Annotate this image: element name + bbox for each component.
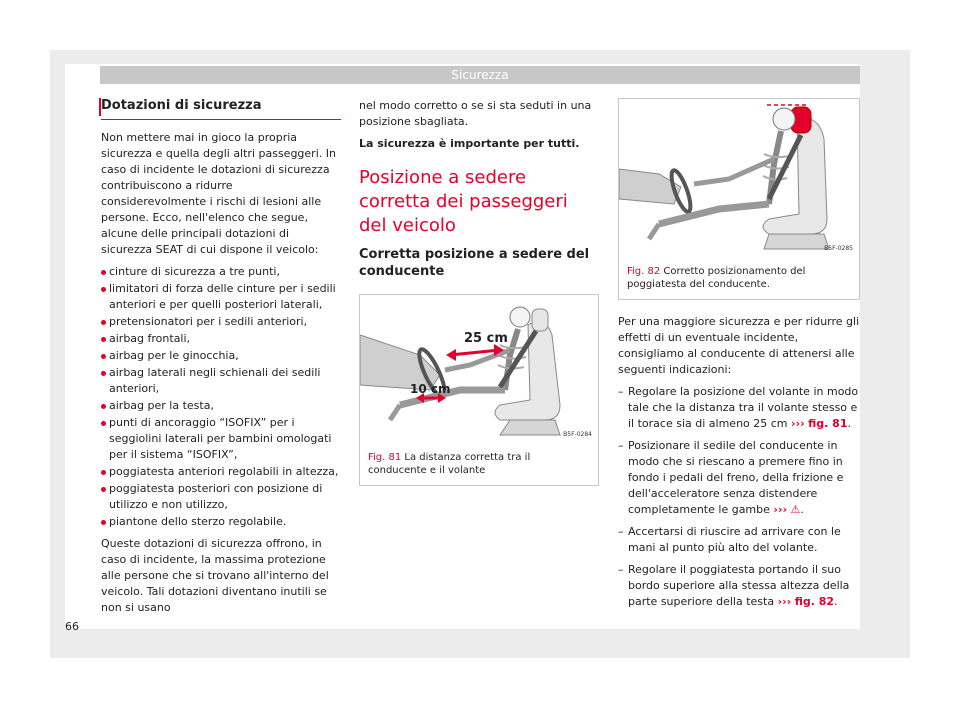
- advice-steps: [618, 384, 860, 610]
- caption-text: Corretto posizionamento del poggiatesta del conducente.: [627, 266, 806, 290]
- section-header: Sicurezza: [100, 66, 860, 84]
- distance-label-10: 10 cm: [410, 382, 451, 396]
- list-item: airbag laterali negli schienali dei sedili anteriori,: [101, 365, 341, 397]
- bold-statement: La sicurezza è importante per tutti.: [359, 137, 580, 150]
- list-item: airbag per la testa,: [101, 398, 341, 414]
- list-item: poggiatesta posteriori con posizione di utilizzo e non utilizzo,: [101, 481, 341, 513]
- list-item: punti di ancoraggio “ISOFIX” per i seggiolini laterali per bambini omologati per il sistema “ISOFIX”,: [101, 415, 341, 463]
- figure-link[interactable]: fig. 81: [808, 417, 848, 430]
- column-1: [101, 98, 341, 622]
- list-item: limitatori di forza delle cinture per i sedili anteriori e per quelli posteriori laterali,: [101, 281, 341, 313]
- figure-81-caption: [360, 445, 598, 485]
- chapter-title: Posizione a sedere corretta dei passeggeri del veicolo: [359, 167, 568, 236]
- figure-code: B5F-0285: [824, 245, 853, 252]
- list-item: airbag per le ginocchia,: [101, 348, 341, 364]
- list-item: pretensionatori per i sedili anteriori,: [101, 314, 341, 330]
- figure-link[interactable]: fig. 82: [794, 595, 835, 608]
- figure-ref: Fig. 81: [368, 452, 402, 463]
- caption-text: La distanza corretta tra il conducente e il volante: [368, 452, 531, 476]
- column-3: [618, 98, 860, 616]
- list-item: – Accertarsi di riuscire ad arrivare con le mani al punto più alto del volante.: [618, 524, 860, 556]
- subsection-title: Corretta posizione a sedere del conducente: [359, 247, 590, 279]
- list-item: poggiatesta anteriori regolabili in altezza,: [101, 464, 341, 480]
- warning-icon: ⚠: [790, 503, 801, 516]
- figure-82-caption: [619, 259, 859, 299]
- outro-paragraph: Queste dotazioni di sicurezza offrono, in caso di incidente, la massima protezione alle persone che si trovano all'interno del veicolo. Tali dotazioni diventano inutili se non si usano: [101, 537, 329, 614]
- continuation-paragraph: nel modo corretto o se si sta seduti in una posizione sbagliata.: [359, 99, 592, 128]
- figure-81-illustration: [360, 295, 598, 445]
- intro-paragraph: Non mettere mai in gioco la propria sicurezza e quella degli altri passeggeri. In caso di incidente le dotazioni di sicurezza contribuiscono a ridurre considerevolmente i rischi di lesioni alle persone. Ecco, nell'elenco che segue, alcune delle principali dotazioni di sicurezza SEAT di cui dispone il veicolo:: [101, 131, 336, 256]
- advice-intro: Per una maggiore sicurezza e per ridurre gli effetti di un eventuale incidente, consigliamo al conducente di attenersi alle seguenti indicazioni:: [618, 315, 860, 376]
- list-item: – Regolare la posizione del volante in modo tale che la distanza tra il volante stesso e il torace sia di almeno 25 cm ››› fig. 81.: [618, 384, 860, 432]
- list-item: cinture di sicurezza a tre punti,: [101, 264, 341, 280]
- figure-82-illustration: [619, 99, 859, 259]
- headrest-position-icon: [619, 99, 859, 259]
- driver-distance-icon: [360, 295, 598, 445]
- list-item: piantone dello sterzo regolabile.: [101, 514, 341, 530]
- safety-equipment-list: [101, 264, 341, 530]
- column-2: [359, 98, 599, 486]
- list-item: – Posizionare il sedile del conducente in modo che si riescano a premere fino in fondo i pedali del freno, della frizione e dell'acceleratore senza distendere completamente le gambe ››› ⚠.: [618, 438, 860, 518]
- figure-82: [618, 98, 860, 300]
- list-item: airbag frontali,: [101, 331, 341, 347]
- figure-code: B5F-0284: [563, 431, 592, 438]
- figure-81: [359, 294, 599, 486]
- page-number: 66: [65, 620, 79, 633]
- figure-ref: Fig. 82: [627, 266, 661, 277]
- distance-label-25: 25 cm: [464, 331, 508, 346]
- list-item: – Regolare il poggiatesta portando il suo bordo superiore alla stessa altezza della parte superiore della testa ››› fig. 82.: [618, 562, 860, 610]
- section-title: Dotazioni di sicurezza: [101, 98, 341, 120]
